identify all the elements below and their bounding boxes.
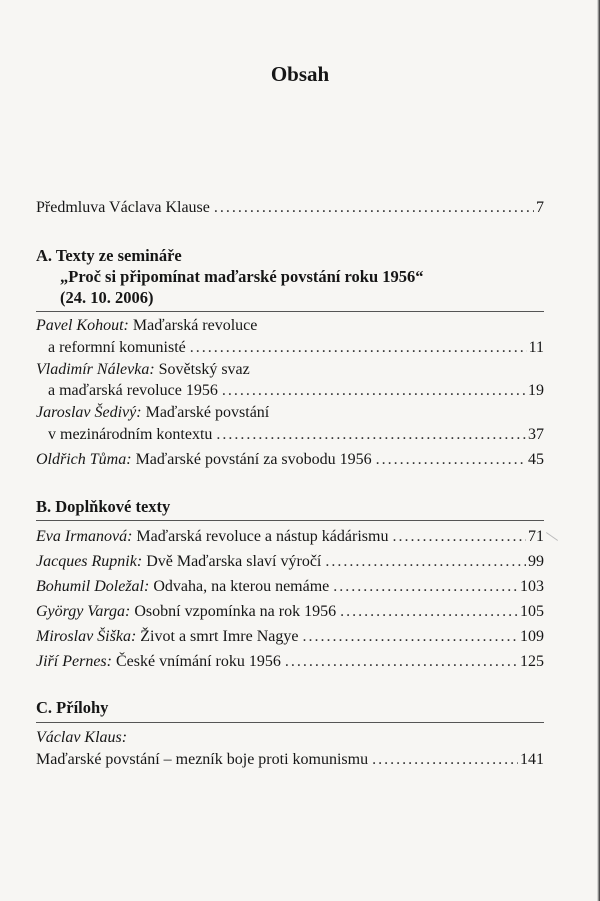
leader-dots xyxy=(333,577,518,597)
toc-entry-title: Maďarské povstání – mezník boje proti komunismu xyxy=(36,751,369,768)
toc-page-number: 125 xyxy=(520,653,544,670)
section-a-heading: A. Texty ze semináře xyxy=(36,246,182,265)
toc-entry-preface xyxy=(36,198,544,218)
toc-entry-lead xyxy=(36,602,336,622)
toc-entry-title: Maďarská revoluce a nástup kádárismu xyxy=(136,528,389,545)
toc-entry-lead xyxy=(36,527,388,547)
toc-page-number: 11 xyxy=(528,339,544,356)
toc-entry-lead xyxy=(36,627,298,647)
toc-entry-lead xyxy=(36,577,329,597)
toc-page-number: 19 xyxy=(528,382,544,399)
toc-page-number: 7 xyxy=(536,199,544,216)
toc-author: Miroslav Šiška: xyxy=(36,628,137,645)
leader-dots xyxy=(340,602,518,622)
leader-dots xyxy=(222,381,526,401)
toc-entry-nalevka xyxy=(36,360,250,380)
toc-entry-tuma xyxy=(36,450,544,470)
toc-entry-title-cont: v mezinárodním kontextu xyxy=(48,426,213,443)
leader-dots xyxy=(376,450,526,470)
toc-entry-kohout xyxy=(36,316,257,336)
page-title: Obsah xyxy=(270,62,330,86)
toc-page-number: 109 xyxy=(520,628,544,645)
toc-entry-title: Maďarské povstání za svobodu 1956 xyxy=(135,451,372,468)
toc-author: Eva Irmanová: xyxy=(36,528,133,545)
toc-entry-title: Maďarská revoluce xyxy=(132,317,258,334)
toc-entry-sedivy xyxy=(36,403,269,423)
section-c-divider xyxy=(36,722,544,723)
toc-page-number: 45 xyxy=(528,451,544,468)
toc-author: Václav Klaus: xyxy=(36,729,128,746)
toc-page-number: 141 xyxy=(520,751,544,768)
toc-entry-title-cont: a reformní komunisté xyxy=(48,339,186,356)
section-b-heading: B. Doplňkové texty xyxy=(36,497,171,516)
toc-entry-title: Život a smrt Imre Nagye xyxy=(140,628,299,645)
toc-entry-irmanova xyxy=(36,527,544,547)
toc-entry-title: Maďarské povstání xyxy=(145,404,270,421)
leader-dots xyxy=(214,198,534,218)
toc-entry-sedivy-cont xyxy=(48,425,544,445)
toc-entry-title-cont: a maďarská revoluce 1956 xyxy=(48,382,218,399)
toc-entry-lead xyxy=(36,652,281,672)
toc-page-number: 37 xyxy=(528,426,544,443)
page-mark xyxy=(546,532,558,541)
toc-entry-klaus-cont xyxy=(36,750,544,770)
toc-entry-title: Odvaha, na kterou nemáme xyxy=(153,578,330,595)
section-a-divider xyxy=(36,311,544,312)
toc-entry-lead xyxy=(36,450,372,470)
leader-dots xyxy=(190,338,527,358)
leader-dots xyxy=(325,552,526,572)
toc-entry-dolezal xyxy=(36,577,544,597)
toc-author: György Varga: xyxy=(36,603,131,620)
leader-dots xyxy=(392,527,526,547)
toc-entry-pernes xyxy=(36,652,544,672)
toc-page-number: 105 xyxy=(520,603,544,620)
toc-author: Oldřich Tůma: xyxy=(36,451,132,468)
toc-entry-title: České vnímání roku 1956 xyxy=(115,653,281,670)
toc-entry-title: Osobní vzpomínka na rok 1956 xyxy=(134,603,337,620)
toc-entry-varga xyxy=(36,602,544,622)
leader-dots xyxy=(372,750,518,770)
toc-page-number: 71 xyxy=(528,528,544,545)
leader-dots xyxy=(285,652,518,672)
section-a-subtitle: „Proč si připomínat maďarské povstání roku 1956“ xyxy=(60,267,424,286)
toc-author: Jaroslav Šedivý: xyxy=(36,404,142,421)
toc-page-number: 103 xyxy=(520,578,544,595)
toc-entry-kohout-cont xyxy=(48,338,544,358)
toc-entry-title: Předmluva Václava Klause xyxy=(36,199,210,216)
toc-entry-klaus xyxy=(36,728,127,748)
toc-author: Vladimír Nálevka: xyxy=(36,361,155,378)
toc-author: Bohumil Doležal: xyxy=(36,578,150,595)
toc-author: Jiří Pernes: xyxy=(36,653,112,670)
leader-dots xyxy=(216,425,526,445)
toc-entry-rupnik xyxy=(36,552,544,572)
toc-author: Pavel Kohout: xyxy=(36,317,129,334)
toc-page-number: 99 xyxy=(528,553,544,570)
leader-dots xyxy=(302,627,518,647)
section-c-heading: C. Přílohy xyxy=(36,698,109,717)
toc-entry-siska xyxy=(36,627,544,647)
toc-entry-lead xyxy=(36,552,321,572)
toc-entry-title: Sovětský svaz xyxy=(158,361,250,378)
toc-entry-nalevka-cont xyxy=(48,381,544,401)
section-a-date: (24. 10. 2006) xyxy=(60,288,154,307)
toc-entry-title: Dvě Maďarska slaví výročí xyxy=(146,553,322,570)
toc-author: Jacques Rupnik: xyxy=(36,553,143,570)
section-b-divider xyxy=(36,520,544,521)
